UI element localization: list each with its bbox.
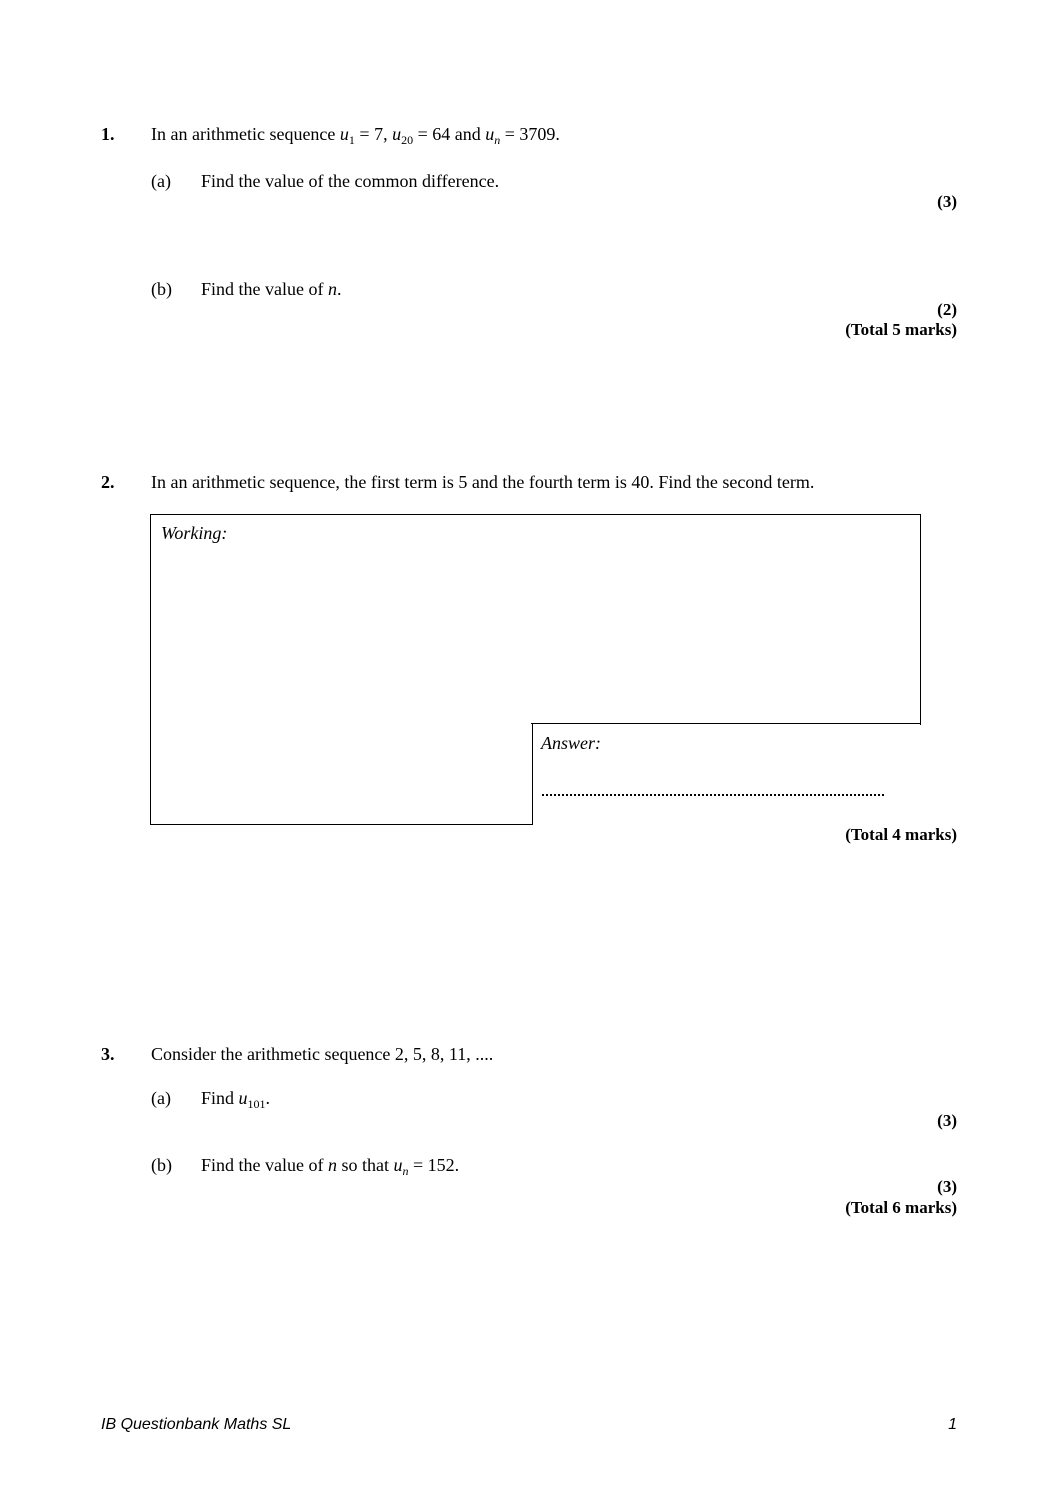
question-1a-text: Find the value of the common difference. xyxy=(201,171,500,191)
answer-line[interactable] xyxy=(542,790,884,796)
question-2-stem: In an arithmetic sequence, the first term is 5 and the fourth term is 40. Find the second term. xyxy=(151,472,815,492)
question-1a-label: (a) xyxy=(151,171,171,191)
question-2-total: (Total 4 marks) xyxy=(845,825,957,844)
working-box-lower[interactable] xyxy=(150,723,533,825)
working-label: Working: xyxy=(161,523,228,543)
question-3-stem: Consider the arithmetic sequence 2, 5, 8, 11, .... xyxy=(151,1044,494,1064)
question-3a-marks: (3) xyxy=(937,1111,957,1130)
question-1a-marks: (3) xyxy=(937,192,957,211)
question-3b-text: Find the value of n so that $u_n = 152$. xyxy=(201,1155,460,1178)
question-2-number: 2. xyxy=(101,472,115,492)
question-1-number: 1. xyxy=(101,124,115,144)
page-number: 1 xyxy=(948,1416,957,1433)
question-3b-label: (b) xyxy=(151,1155,172,1175)
footer-source: IB Questionbank Maths SL xyxy=(101,1416,292,1433)
answer-label: Answer: xyxy=(541,733,601,753)
question-1-total: (Total 5 marks) xyxy=(845,320,957,339)
question-1b-label: (b) xyxy=(151,279,172,299)
working-box[interactable] xyxy=(150,514,921,725)
question-1b-text: Find the value of n. xyxy=(201,279,342,299)
answer-box-top-border xyxy=(531,723,921,724)
question-1b-marks: (2) xyxy=(937,300,957,319)
question-3-total: (Total 6 marks) xyxy=(845,1198,957,1217)
question-1-stem: In an arithmetic sequence $u_1 = 7$, $u_{20} = 64$ and $u_n = 3709$. xyxy=(151,124,560,147)
question-3a-text: Find $u_{101}$. xyxy=(201,1088,271,1111)
question-3-number: 3. xyxy=(101,1044,115,1064)
question-3b-marks: (3) xyxy=(937,1177,957,1196)
question-3a-label: (a) xyxy=(151,1088,171,1108)
